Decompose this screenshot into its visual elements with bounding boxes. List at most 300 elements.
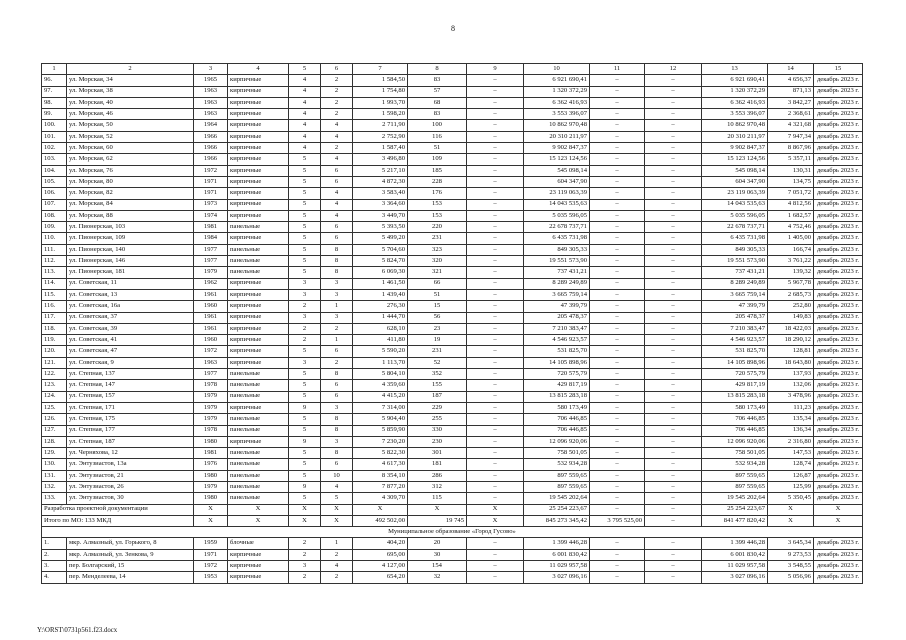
table-cell: – — [467, 369, 524, 380]
table-cell: 5 967,78 — [768, 278, 814, 289]
table-cell: – — [590, 301, 645, 312]
table-cell: 109. — [42, 222, 67, 233]
table-cell: – — [467, 176, 524, 187]
table-cell: 5 — [289, 414, 321, 425]
table-cell: 109 — [408, 154, 467, 165]
table-cell: – — [645, 289, 702, 300]
column-number-cell: 5 — [289, 64, 321, 75]
table-cell: кирпичные — [228, 335, 289, 346]
table-cell: 15 123 124,56 — [524, 154, 590, 165]
table-cell: кирпичные — [228, 109, 289, 120]
table-cell: 133. — [42, 493, 67, 504]
table-cell: 1980 — [194, 493, 228, 504]
table-cell: 1981 — [194, 448, 228, 459]
table-cell: декабрь 2023 г. — [814, 346, 863, 357]
table-cell: 32 — [408, 572, 467, 583]
design-docs-row — [42, 504, 863, 515]
table-cell: 8 — [321, 244, 353, 255]
table-cell: 2 — [289, 572, 321, 583]
table-cell: 4 — [321, 131, 353, 142]
table-cell: 3. — [42, 561, 67, 572]
table-cell: 101. — [42, 131, 67, 142]
table-cell: декабрь 2023 г. — [814, 425, 863, 436]
table-cell: 128,81 — [768, 346, 814, 357]
table-cell: – — [467, 402, 524, 413]
table-cell: 57 — [408, 86, 467, 97]
table-cell: ул. Степная, 175 — [67, 414, 194, 425]
table-cell: 5 804,10 — [353, 369, 408, 380]
table-cell: 11 029 957,58 — [702, 561, 768, 572]
table-cell: – — [645, 549, 702, 560]
table-cell: 1 113,70 — [353, 357, 408, 368]
table-cell: 3 583,40 — [353, 188, 408, 199]
table-cell: 103. — [42, 154, 67, 165]
table-cell: 604 347,90 — [524, 176, 590, 187]
table-cell: 15 — [408, 301, 467, 312]
table-cell: кирпичные — [228, 233, 289, 244]
table-cell: 3 — [289, 561, 321, 572]
table-cell: – — [645, 470, 702, 481]
table-cell: – — [467, 346, 524, 357]
table-cell: 1 — [321, 301, 353, 312]
table-cell: 5 — [289, 256, 321, 267]
column-number-cell: 12 — [645, 64, 702, 75]
table-cell: 3 027 096,16 — [524, 572, 590, 583]
table-cell: 123. — [42, 380, 67, 391]
table-cell: – — [467, 86, 524, 97]
table-cell: – — [645, 538, 702, 549]
table-row — [42, 199, 863, 210]
table-cell: – — [467, 97, 524, 108]
table-cell: кирпичные — [228, 154, 289, 165]
table-cell: мкр. Алмазный, ул. Горького, 8 — [67, 538, 194, 549]
summary-cell: Х — [194, 504, 228, 515]
summary-label: Итого по МО: 133 МКД — [42, 515, 194, 526]
table-cell: декабрь 2023 г. — [814, 188, 863, 199]
table-cell: 5 217,10 — [353, 165, 408, 176]
table-cell: 4 — [321, 199, 353, 210]
table-cell: 1961 — [194, 289, 228, 300]
table-cell: 20 310 211,97 — [702, 131, 768, 142]
table-cell: ул. Энтузиастов, 26 — [67, 481, 194, 492]
table-cell: 1963 — [194, 109, 228, 120]
table-cell: 97. — [42, 86, 67, 97]
table-cell: 323 — [408, 244, 467, 255]
table-cell: 5 — [289, 188, 321, 199]
table-cell: – — [467, 109, 524, 120]
table-cell: кирпичные — [228, 120, 289, 131]
table-cell: 6 — [321, 380, 353, 391]
table-cell: декабрь 2023 г. — [814, 572, 863, 583]
table-cell: панельные — [228, 493, 289, 504]
table-cell: – — [645, 436, 702, 447]
table-cell: 166,74 — [768, 244, 814, 255]
table-cell: 23 119 063,39 — [524, 188, 590, 199]
table-cell: 7 210 383,47 — [702, 323, 768, 334]
table-cell: 5 — [289, 391, 321, 402]
table-cell: 22 678 737,71 — [524, 222, 590, 233]
table-cell: 4 — [289, 86, 321, 97]
table-cell: 1963 — [194, 357, 228, 368]
table-cell: 4 — [289, 131, 321, 142]
table-cell: 6 — [321, 346, 353, 357]
table-cell: 897 559,65 — [702, 481, 768, 492]
table-cell: 1 584,50 — [353, 75, 408, 86]
table-cell: 3 — [321, 402, 353, 413]
table-cell: кирпичные — [228, 199, 289, 210]
table-cell: – — [645, 154, 702, 165]
table-cell: 2 685,73 — [768, 289, 814, 300]
table-cell: декабрь 2023 г. — [814, 165, 863, 176]
table-cell: 1961 — [194, 312, 228, 323]
table-cell: 1 598,20 — [353, 109, 408, 120]
table-cell: – — [590, 312, 645, 323]
table-cell: 7 051,72 — [768, 188, 814, 199]
table-cell: 1974 — [194, 210, 228, 221]
table-cell: 14 043 535,63 — [524, 199, 590, 210]
table-cell: 8 — [321, 425, 353, 436]
table-cell: декабрь 2023 г. — [814, 323, 863, 334]
table-cell: – — [645, 369, 702, 380]
table-cell: 2 316,80 — [768, 436, 814, 447]
table-cell: 1984 — [194, 233, 228, 244]
table-cell: 5 — [289, 346, 321, 357]
table-cell: 19 545 202,64 — [702, 493, 768, 504]
table-cell: 2 752,90 — [353, 131, 408, 142]
table-cell: 52 — [408, 357, 467, 368]
table-cell: 6 435 731,98 — [702, 233, 768, 244]
table-cell: 1978 — [194, 380, 228, 391]
table-cell: 1979 — [194, 414, 228, 425]
table-cell: ул. Пионерская, 103 — [67, 222, 194, 233]
table-cell: – — [590, 572, 645, 583]
table-cell: 1960 — [194, 301, 228, 312]
table-cell: 19 — [408, 335, 467, 346]
table-cell: 96. — [42, 75, 67, 86]
table-cell: 3 548,55 — [768, 561, 814, 572]
table-cell: декабрь 2023 г. — [814, 436, 863, 447]
table-cell: 3 665 759,14 — [702, 289, 768, 300]
table-cell: ул. Энтузиастов, 30 — [67, 493, 194, 504]
table-cell: – — [590, 120, 645, 131]
table-cell: 8 — [321, 448, 353, 459]
table-cell: 3 — [321, 436, 353, 447]
table-cell: 4 — [321, 154, 353, 165]
table-cell: 118. — [42, 323, 67, 334]
table-cell: 6 921 690,41 — [524, 75, 590, 86]
table-cell: кирпичные — [228, 402, 289, 413]
table-cell: 5 — [289, 176, 321, 187]
table-cell: – — [590, 109, 645, 120]
table-cell: 1 587,40 — [353, 143, 408, 154]
table-cell: ул. Морская, 80 — [67, 176, 194, 187]
table-cell: 1 — [321, 538, 353, 549]
table-cell: – — [590, 402, 645, 413]
table-cell: 1980 — [194, 436, 228, 447]
column-number-cell: 15 — [814, 64, 863, 75]
table-cell: 102. — [42, 143, 67, 154]
table-cell: – — [467, 425, 524, 436]
table-cell: 5 — [321, 493, 353, 504]
table-cell: 1963 — [194, 86, 228, 97]
table-cell: 758 501,05 — [702, 448, 768, 459]
table-cell: 1972 — [194, 561, 228, 572]
table-cell: 6 069,30 — [353, 267, 408, 278]
column-number-cell: 2 — [67, 64, 194, 75]
table-cell: 10 862 970,48 — [524, 120, 590, 131]
table-cell: 4 — [289, 109, 321, 120]
table-cell: кирпичные — [228, 572, 289, 583]
table-cell: ул. Советская, 13 — [67, 289, 194, 300]
summary-cell: – — [645, 504, 702, 515]
table-cell: 4 546 923,57 — [702, 335, 768, 346]
table-cell: 1977 — [194, 256, 228, 267]
table-cell: 120. — [42, 346, 67, 357]
table-cell: 706 446,85 — [524, 414, 590, 425]
table-cell: ул. Морская, 52 — [67, 131, 194, 142]
table-cell: – — [590, 538, 645, 549]
table-cell: панельные — [228, 448, 289, 459]
table-cell: 4 546 923,57 — [524, 335, 590, 346]
table-cell: ул. Энтузиастов, 21 — [67, 470, 194, 481]
table-row — [42, 210, 863, 221]
table-cell: – — [645, 572, 702, 583]
table-cell: 2 711,90 — [353, 120, 408, 131]
table-cell: 8 — [321, 369, 353, 380]
table-cell: ул. Степная, 177 — [67, 425, 194, 436]
table-cell: – — [645, 448, 702, 459]
table-cell: ул. Морская, 34 — [67, 75, 194, 86]
table-cell: 137,93 — [768, 369, 814, 380]
table-cell: 6 001 830,42 — [524, 549, 590, 560]
table-cell: 2 — [321, 143, 353, 154]
table-cell: 1953 — [194, 572, 228, 583]
table-cell: – — [590, 176, 645, 187]
table-cell: – — [645, 244, 702, 255]
table-cell: 5 904,40 — [353, 414, 408, 425]
table-cell: декабрь 2023 г. — [814, 256, 863, 267]
table-cell: – — [645, 165, 702, 176]
table-cell: 4 656,37 — [768, 75, 814, 86]
table-row — [42, 448, 863, 459]
table-cell: кирпичные — [228, 86, 289, 97]
table-cell: 1963 — [194, 97, 228, 108]
table-cell: 122. — [42, 369, 67, 380]
table-cell: 15 123 124,56 — [702, 154, 768, 165]
table-cell: 5 035 596,05 — [702, 210, 768, 221]
table-cell: 1977 — [194, 369, 228, 380]
table-cell: панельные — [228, 470, 289, 481]
table-cell: 628,10 — [353, 323, 408, 334]
table-cell: ул. Морская, 46 — [67, 109, 194, 120]
table-cell: 68 — [408, 97, 467, 108]
table-cell: декабрь 2023 г. — [814, 97, 863, 108]
table-cell: 100. — [42, 120, 67, 131]
table-cell: 124. — [42, 391, 67, 402]
table-cell: – — [645, 425, 702, 436]
table-cell: 3 645,34 — [768, 538, 814, 549]
table-cell: 6 — [321, 459, 353, 470]
table-cell: 2 — [321, 109, 353, 120]
table-cell: – — [590, 346, 645, 357]
table-cell: панельные — [228, 369, 289, 380]
table-cell: 5 — [289, 470, 321, 481]
table-cell: – — [590, 165, 645, 176]
table-cell: 2 — [289, 301, 321, 312]
table-cell: 871,13 — [768, 86, 814, 97]
table-cell: 2 — [321, 97, 353, 108]
table-cell: 99. — [42, 109, 67, 120]
table-cell: 1979 — [194, 391, 228, 402]
table-cell: 706 446,85 — [702, 414, 768, 425]
table-cell: 2 — [321, 357, 353, 368]
table-cell: 132. — [42, 481, 67, 492]
table-cell: ул. Пионерская, 140 — [67, 244, 194, 255]
table-cell: 12 096 920,06 — [702, 436, 768, 447]
table-cell: 6 921 690,41 — [702, 75, 768, 86]
table-cell: 4 — [321, 188, 353, 199]
table-cell: 8 — [321, 414, 353, 425]
table-row — [42, 86, 863, 97]
table-cell: 13 815 283,18 — [702, 391, 768, 402]
table-cell: 1 444,70 — [353, 312, 408, 323]
table-cell: 897 559,65 — [524, 481, 590, 492]
summary-cell: Х — [289, 515, 321, 526]
table-row — [42, 346, 863, 357]
table-cell: 3 842,27 — [768, 97, 814, 108]
table-cell: – — [467, 165, 524, 176]
table-cell: 153 — [408, 199, 467, 210]
table-cell: – — [590, 481, 645, 492]
table-cell: – — [467, 301, 524, 312]
table-cell: декабрь 2023 г. — [814, 120, 863, 131]
table-cell: 8 289 249,89 — [524, 278, 590, 289]
table-cell: 5 — [289, 380, 321, 391]
column-number-cell: 1 — [42, 64, 67, 75]
table-cell: 1 754,80 — [353, 86, 408, 97]
table-cell: – — [467, 335, 524, 346]
summary-cell: 3 795 525,00 — [590, 515, 645, 526]
table-cell: – — [645, 346, 702, 357]
summary-cell: – — [645, 515, 702, 526]
table-cell: декабрь 2023 г. — [814, 301, 863, 312]
table-cell: панельные — [228, 481, 289, 492]
table-cell: 130. — [42, 459, 67, 470]
table-cell: 5 — [289, 425, 321, 436]
table-cell: панельные — [228, 244, 289, 255]
table-cell: декабрь 2023 г. — [814, 109, 863, 120]
table-cell: 706 446,85 — [702, 425, 768, 436]
table-cell: 98. — [42, 97, 67, 108]
table-cell: – — [645, 176, 702, 187]
table-cell: 321 — [408, 267, 467, 278]
table-row — [42, 278, 863, 289]
table-row — [42, 176, 863, 187]
table-cell: 1 439,40 — [353, 289, 408, 300]
table-cell: 220 — [408, 222, 467, 233]
table-cell: декабрь 2023 г. — [814, 481, 863, 492]
table-cell: – — [645, 278, 702, 289]
table-cell: 1 461,50 — [353, 278, 408, 289]
summary-cell: Х — [228, 515, 289, 526]
table-cell: 1 405,00 — [768, 233, 814, 244]
table-cell: – — [467, 244, 524, 255]
table-row — [42, 380, 863, 391]
table-row — [42, 109, 863, 120]
table-cell: 5 350,45 — [768, 493, 814, 504]
table-cell: 252,80 — [768, 301, 814, 312]
table-cell: – — [645, 143, 702, 154]
table-cell: 411,80 — [353, 335, 408, 346]
table-cell: кирпичные — [228, 97, 289, 108]
table-cell: 2 — [289, 549, 321, 560]
table-cell: – — [590, 188, 645, 199]
table-cell: 153 — [408, 210, 467, 221]
table-cell: 532 934,28 — [524, 459, 590, 470]
table-cell: 1965 — [194, 75, 228, 86]
table-cell: ул. Советская, 11 — [67, 278, 194, 289]
table-cell: 126. — [42, 414, 67, 425]
table-cell: – — [590, 289, 645, 300]
table-cell: – — [590, 210, 645, 221]
table-cell: 4 — [289, 75, 321, 86]
table-cell: – — [467, 289, 524, 300]
table-row — [42, 357, 863, 368]
table-cell: – — [645, 335, 702, 346]
table-cell: – — [645, 75, 702, 86]
table-cell: – — [645, 402, 702, 413]
table-cell: 3 665 759,14 — [524, 289, 590, 300]
summary-cell: Х — [408, 504, 467, 515]
table-cell: 115 — [408, 493, 467, 504]
column-number-cell: 6 — [321, 64, 353, 75]
table-cell: 1971 — [194, 188, 228, 199]
summary-cell: 19 745 — [408, 515, 467, 526]
table-cell: 126,87 — [768, 470, 814, 481]
summary-cell: Х — [768, 504, 814, 515]
table-cell: декабрь 2023 г. — [814, 493, 863, 504]
table-cell: 8 289 249,89 — [702, 278, 768, 289]
table-cell: 229 — [408, 402, 467, 413]
table-cell: 1979 — [194, 402, 228, 413]
table-row — [42, 436, 863, 447]
table-cell: – — [590, 470, 645, 481]
table-cell: – — [467, 357, 524, 368]
table-cell: – — [467, 470, 524, 481]
table-cell: – — [590, 199, 645, 210]
table-cell: 3 — [321, 278, 353, 289]
table-cell: 51 — [408, 143, 467, 154]
table-cell: декабрь 2023 г. — [814, 335, 863, 346]
table-cell: – — [590, 154, 645, 165]
table-cell: 4 812,56 — [768, 199, 814, 210]
summary-cell: 841 477 820,42 — [702, 515, 768, 526]
table-cell: 8 — [321, 256, 353, 267]
table-cell: 1972 — [194, 346, 228, 357]
table-cell: 1960 — [194, 335, 228, 346]
table-cell: кирпичные — [228, 561, 289, 572]
table-cell: 22 678 737,71 — [702, 222, 768, 233]
table-cell: 114. — [42, 278, 67, 289]
table-cell: 1976 — [194, 459, 228, 470]
table-cell: – — [645, 301, 702, 312]
table-cell: – — [467, 312, 524, 323]
table-cell: 13 815 283,18 — [524, 391, 590, 402]
table-cell: – — [467, 323, 524, 334]
table-cell: 4 415,20 — [353, 391, 408, 402]
table-cell: – — [467, 481, 524, 492]
table-row — [42, 143, 863, 154]
